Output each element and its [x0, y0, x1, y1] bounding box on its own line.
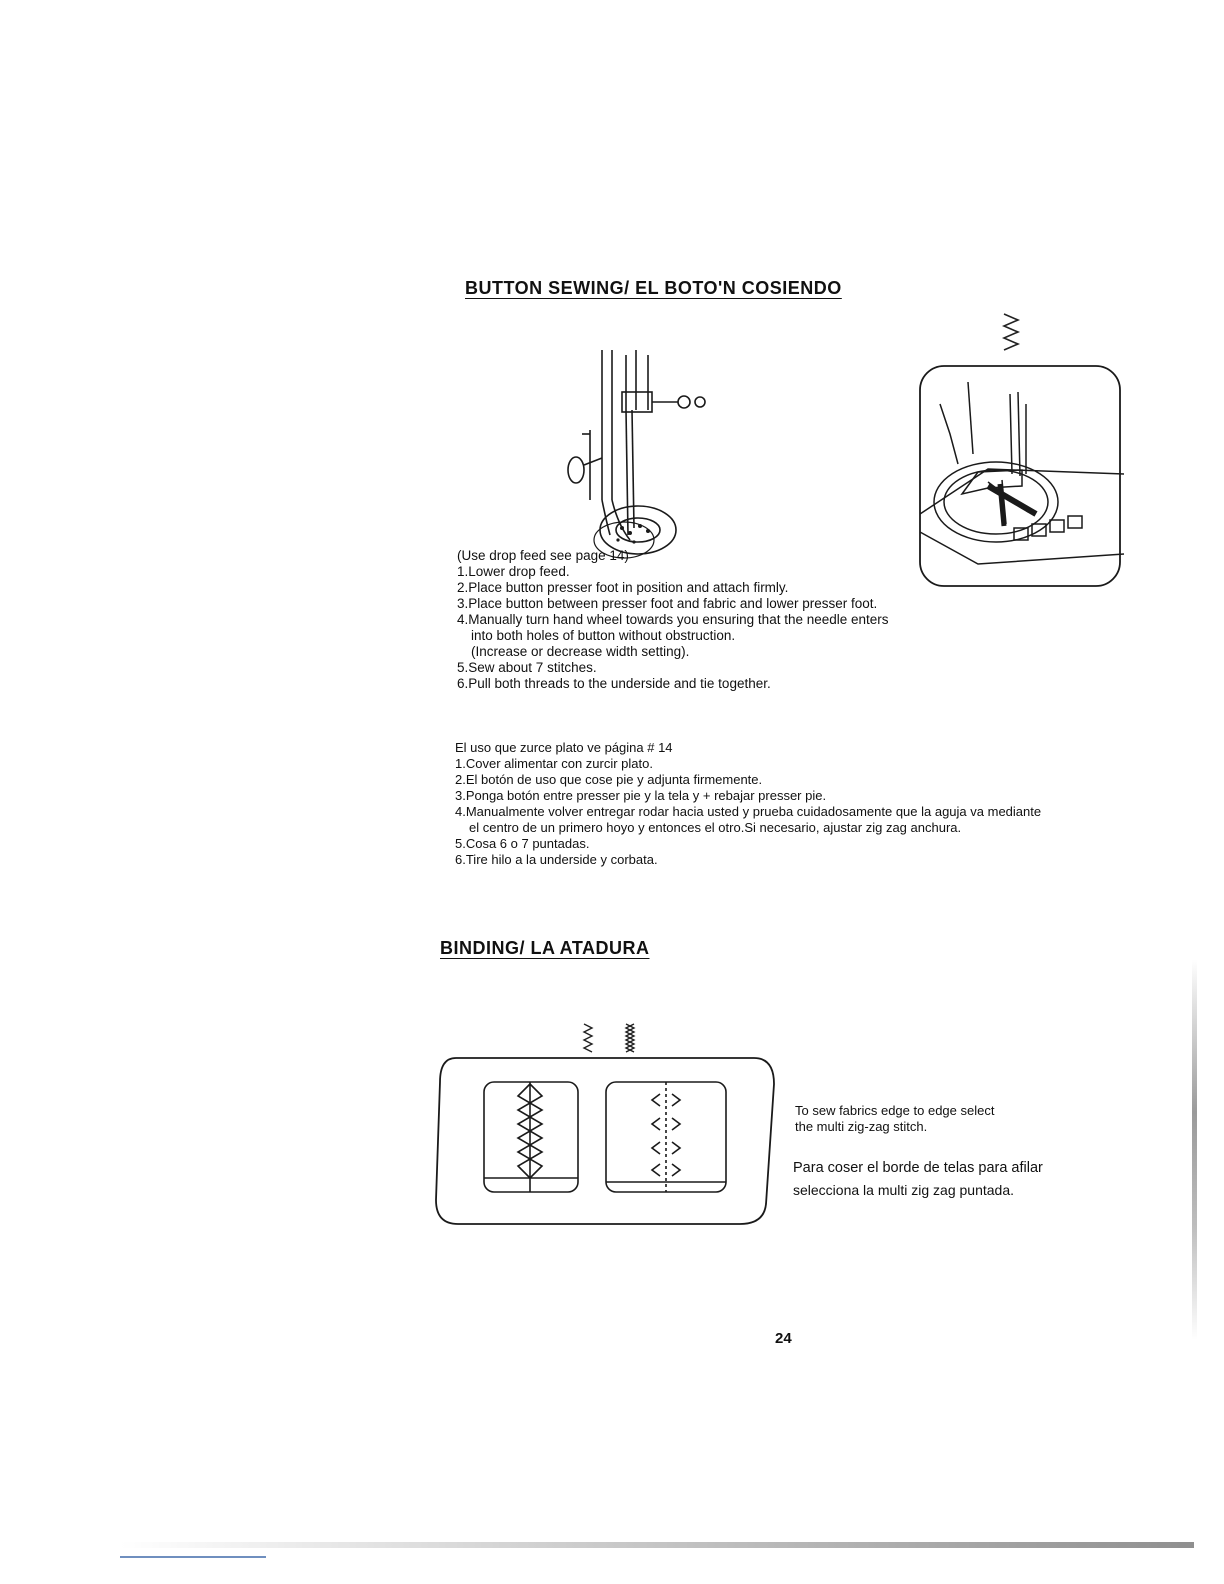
instruction-line: 1.Lower drop feed.	[457, 564, 570, 579]
instruction-line: 2.El botón de uso que cose pie y adjunta firmemente.	[455, 772, 763, 787]
scan-right-edge	[1192, 960, 1197, 1340]
scan-edge-line	[120, 1542, 1194, 1548]
binding-line: To sew fabrics edge to edge select	[795, 1103, 995, 1118]
instruction-line: 6.Pull both threads to the underside and tie together.	[457, 676, 771, 691]
instruction-line: (Increase or decrease width setting).	[471, 644, 690, 659]
page-number: 24	[775, 1330, 792, 1347]
button-closeup-illustration	[918, 364, 1124, 590]
binding-english-text	[795, 1103, 994, 1135]
instruction-line: into both holes of button without obstruction.	[471, 628, 736, 643]
instruction-line: (Use drop feed see page 14)	[457, 548, 629, 563]
binding-line: the multi zig-zag stitch.	[795, 1119, 928, 1134]
button-sewing-english-instructions	[457, 548, 889, 692]
instruction-line: 4.Manualmente volver entregar rodar hacia usted y prueba cuidadosamente que la aguja va mediante	[455, 804, 1042, 819]
binding-stitch-symbols-icon	[578, 1022, 648, 1058]
instruction-line: 3.Ponga botón entre presser pie y la tela y + rebajar presser pie.	[455, 788, 827, 803]
binding-line: selecciona la multi zig zag puntada.	[793, 1182, 1015, 1198]
instruction-line: 4.Manually turn hand wheel towards you ensuring that the needle enters	[457, 612, 889, 627]
instruction-line: 3.Place button between presser foot and fabric and lower presser foot.	[457, 596, 878, 611]
instruction-line: 5.Cosa 6 o 7 puntadas.	[455, 836, 590, 851]
scan-edge-mark	[120, 1556, 266, 1558]
button-presser-foot-illustration	[560, 350, 710, 570]
instruction-line: 6.Tire hilo a la underside y corbata.	[455, 852, 658, 867]
binding-spanish-text	[793, 1156, 1043, 1200]
binding-line: Para coser el borde de telas para afilar	[793, 1160, 1043, 1176]
instruction-line: El uso que zurce plato ve página # 14	[455, 740, 673, 755]
instruction-line: 2.Place button presser foot in position and attach firmly.	[457, 580, 789, 595]
instruction-line: 5.Sew about 7 stitches.	[457, 660, 597, 675]
zigzag-stitch-symbol-icon	[1000, 312, 1024, 356]
instruction-line: 1.Cover alimentar con zurcir plato.	[455, 756, 653, 771]
instruction-line: el centro de un primero hoyo y entonces el otro.Si necesario, ajustar zig zag anchura.	[469, 820, 962, 835]
button-sewing-heading: BUTTON SEWING/ EL BOTO'N COSIENDO	[465, 278, 842, 298]
binding-illustration	[434, 1054, 776, 1228]
binding-heading: BINDING/ LA ATADURA	[440, 938, 650, 958]
button-sewing-spanish-instructions	[455, 740, 1041, 868]
